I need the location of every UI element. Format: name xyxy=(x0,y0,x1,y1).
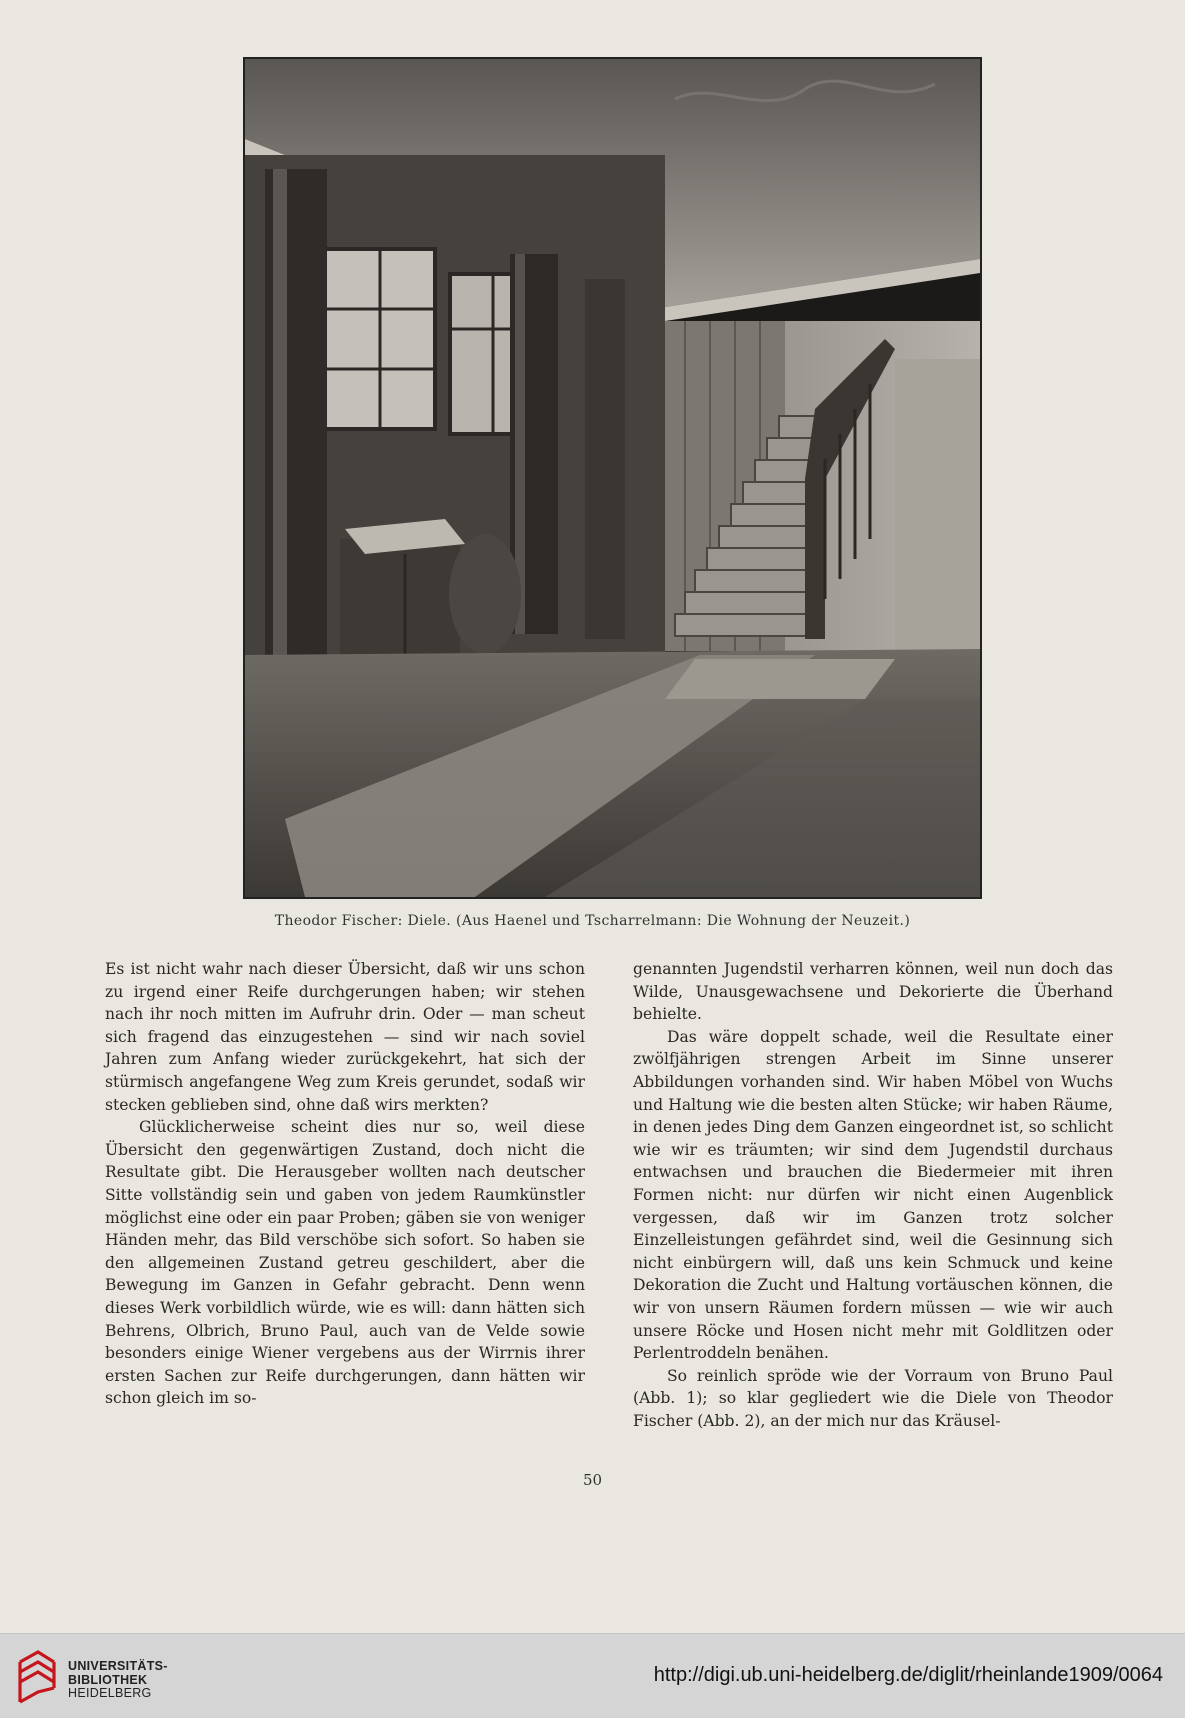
library-logo-icon[interactable] xyxy=(14,1648,60,1706)
library-name-line: HEIDELBERG xyxy=(68,1686,152,1700)
image-caption: Theodor Fischer: Diele. (Aus Haenel und Tscharrelmann: Die Wohnung der Neuzeit.) xyxy=(274,913,911,929)
footer-bar xyxy=(0,1633,1185,1718)
paragraph: Das wäre doppelt schade, weil die Resultate einer zwölfjährigen strengen Arbeit im Sinne unserer Abbildungen vorhanden sind. Wir haben Möbel von Wuchs und Haltung wie die besten alten Stücke; wir haben Räume, in denen jedes Ding dem Ganzen eingeordnet ist, so schlicht wie wir es träumten; wir sind dem Jugendstil durchaus entwachsen und brauchen die Biedermeier mit ihren Formen nicht: nur dürfen wir nicht einen Augenblick vergessen, daß wir im Ganzen trotz solcher Einzelleistungen gefährdet sind, weil die Gesinnung sich nicht einbürgern will, daß uns kein Schmuck und keine Dekoration die Zucht und Haltung vortäuschen können, die wir von unsern Räumen fordern müssen — wie wir auch unsere Röcke und Hosen nicht mehr mit Goldlitzen oder Perlentroddeln benähen. xyxy=(633,1027,1113,1363)
library-name-line: UNIVERSITÄTS- xyxy=(68,1659,168,1673)
interior-photograph xyxy=(243,57,982,899)
paragraph: genannten Jugendstil verharren können, weil nun doch das Wilde, Unausgewachsene und Dekorierte die Überhand behielte. xyxy=(633,960,1113,1024)
library-name[interactable] xyxy=(68,1660,168,1701)
library-name-line: BIBLIOTHEK xyxy=(68,1672,148,1687)
paragraph: Glücklicherweise scheint dies nur so, weil diese Übersicht den gegenwärtigen Zustand, doch nicht die Resultate gibt. Die Herausgeber wollten nach deutscher Sitte vollständig sein und gaben von jedem Raumkünstler möglichst eine oder ein paar Proben; gäben sie von weniger Händen mehr, das Bild verschöbe sich sofort. So haben sie den allgemeinen Zustand getreu geschildert, aber die Bewegung im Ganzen in Gefahr gebracht. Denn wenn dieses Werk vorbildlich würde, wie es will: dann hätten sich Behrens, Olbrich, Bruno Paul, auch van de Velde sowie besonders einige Wiener vergebens aus der Wirrnis ihrer ersten Sachen zur Reife durchgerungen, dann hätten wir schon gleich im so- xyxy=(105,1118,585,1408)
text-column-right xyxy=(633,958,1113,1432)
paragraph: Es ist nicht wahr nach dieser Übersicht, daß wir uns schon zu irgend einer Reife durchgerungen haben; wir stehen nach ihr noch mitten im Aufruhr drin. Oder — man scheut sich fragend das einzugestehen — sind wir nach soviel Jahren zum Anfang wieder zurückgekehrt, hat sich der stürmisch angefangene Weg zum Kreis gerundet, sodaß wir stecken geblieben sind, ohne daß wirs merkten? xyxy=(105,960,585,1114)
text-column-left xyxy=(105,958,585,1410)
hall-staircase-image xyxy=(245,59,980,897)
page-number: 50 xyxy=(582,1471,603,1489)
permalink-url[interactable]: http://digi.ub.uni-heidelberg.de/diglit/rheinlande1909/0064 xyxy=(653,1664,1163,1686)
paragraph: So reinlich spröde wie der Vorraum von Bruno Paul (Abb. 1); so klar gegliedert wie die Diele von Theodor Fischer (Abb. 2), an der mich nur das Kräusel- xyxy=(633,1366,1113,1430)
